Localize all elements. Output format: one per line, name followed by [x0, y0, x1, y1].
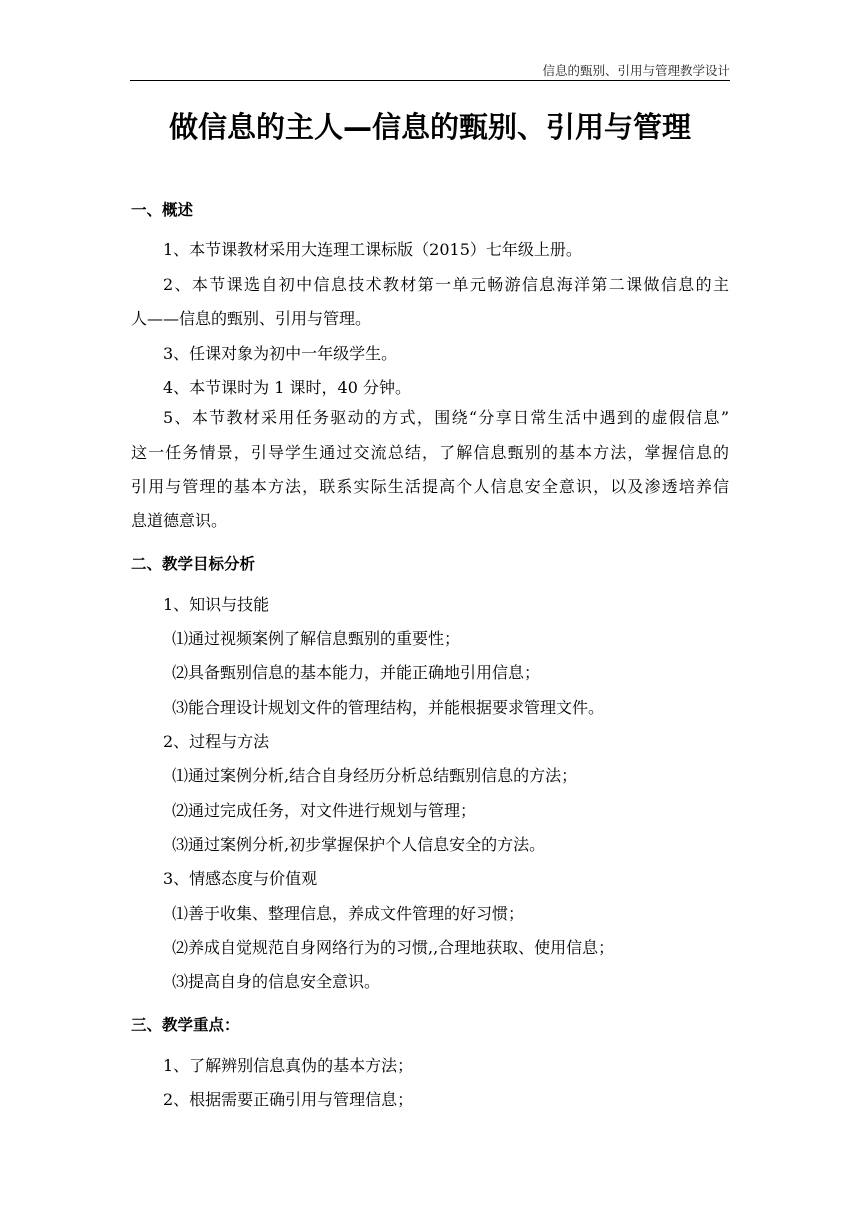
section-heading-overview: 一、概述 [131, 201, 194, 219]
section-heading-key-points: 三、教学重点： [131, 1016, 240, 1034]
objective-knowledge-2: ⑵具备甄别信息的基本能力，并能正确地引用信息； [172, 663, 541, 682]
objective-process-heading: 2、过程与方法 [163, 732, 270, 751]
objective-process-2: ⑵通过完成任务，对文件进行规划与管理； [172, 801, 477, 820]
objective-attitude-heading: 3、情感态度与价值观 [163, 869, 318, 888]
overview-item-2-cont: 人——信息的甄别、引用与管理。 [131, 309, 372, 328]
objective-process-1: ⑴通过案例分析,结合自身经历分析总结甄别信息的方法； [172, 766, 578, 785]
overview-item-1: 1、本节课教材采用大连理工课标版（2015）七年级上册。 [163, 240, 582, 259]
overview-item-2: 2、本节课选自初中信息技术教材第一单元畅游信息海洋第二课做信息的主 [163, 275, 729, 294]
header-rule [130, 80, 730, 81]
objective-attitude-2: ⑵养成自觉规范自身网络行为的习惯,,合理地获取、使用信息； [172, 938, 615, 957]
objective-attitude-3: ⑶提高自身的信息安全意识。 [172, 972, 381, 991]
key-point-2: 2、根据需要正确引用与管理信息； [163, 1090, 414, 1109]
page-header [130, 59, 730, 81]
objective-knowledge-1: ⑴通过视频案例了解信息甄别的重要性； [172, 629, 461, 648]
overview-item-5: 5、本节教材采用任务驱动的方式，围绕“分享日常生活中遇到的虚假信息” [163, 408, 729, 427]
overview-item-4: 4、本节课时为 1 课时，40 分钟。 [163, 378, 411, 397]
objective-process-3: ⑶通过案例分析,初步掌握保护个人信息安全的方法。 [172, 835, 546, 854]
key-point-1: 1、了解辨别信息真伪的基本方法； [163, 1056, 414, 1075]
document-title: 做信息的主人—信息的甄别、引用与管理 [168, 110, 691, 144]
overview-item-5-line-4: 息道德意识。 [131, 511, 228, 530]
section-heading-objectives: 二、教学目标分析 [131, 555, 256, 573]
overview-item-3: 3、任课对象为初中一年级学生。 [163, 344, 398, 363]
running-title: 信息的甄别、引用与管理教学设计 [542, 63, 730, 78]
objective-knowledge-heading: 1、知识与技能 [163, 595, 270, 614]
overview-item-5-line-2: 这一任务情景，引导学生通过交流总结，了解信息甄别的基本方法，掌握信息的 [131, 443, 729, 462]
objective-attitude-1: ⑴善于收集、整理信息，养成文件管理的好习惯； [172, 904, 525, 923]
overview-item-5-line-3: 引用与管理的基本方法，联系实际生活提高个人信息安全意识，以及渗透培养信 [131, 477, 729, 496]
objective-knowledge-3: ⑶能合理设计规划文件的管理结构，并能根据要求管理文件。 [172, 698, 605, 717]
